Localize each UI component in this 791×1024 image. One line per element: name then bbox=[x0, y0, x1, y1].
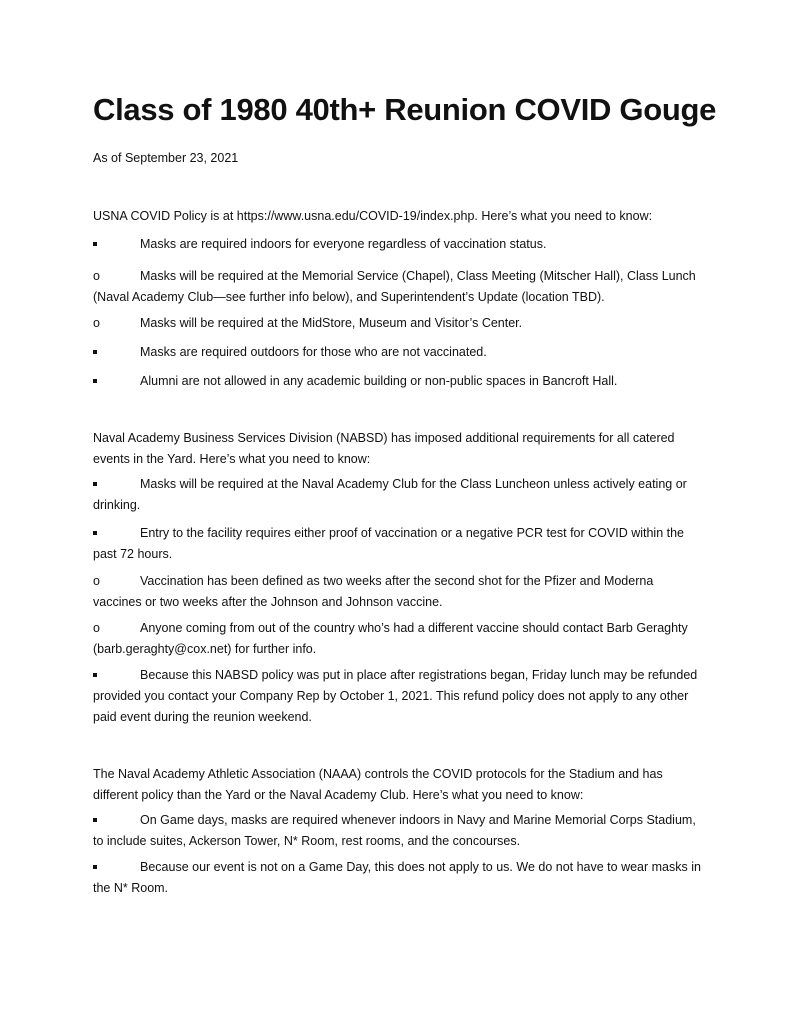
bullet-o-marker: o bbox=[93, 269, 100, 283]
list-item-text: Anyone coming from out of the country who’s had a different vaccine should contact Barb Geraghty (barb.geraghty@cox.net) for further info. bbox=[93, 621, 688, 656]
bullet-square-icon bbox=[93, 673, 97, 677]
list-item-text: Because this NABSD policy was put in place after registrations began, Friday lunch may be refunded provided you contact your Company Rep by October 1, 2021. This refund policy does not apply to any other paid event during the reunion weekend. bbox=[93, 668, 698, 724]
bullet-o-marker: o bbox=[93, 621, 100, 635]
list-item-text: Masks will be required at the Memorial Service (Chapel), Class Meeting (Mitscher Hall), Class Lunch (Naval Academy Club—see further info below), and Superintendent’s Update (location TBD). bbox=[93, 269, 696, 304]
list-item bbox=[93, 571, 705, 613]
list-item-text: Because our event is not on a Game Day, this does not apply to us. We do not have to wear masks in the N* Room. bbox=[93, 860, 701, 895]
section-intro-naaa: The Naval Academy Athletic Association (NAAA) controls the COVID protocols for the Stadium and has different policy than the Yard or the Naval Academy Club. Here’s what you need to know: bbox=[93, 767, 663, 802]
bullet-square-icon bbox=[93, 379, 97, 383]
list-item bbox=[93, 810, 705, 852]
section-intro-nabsd: Naval Academy Business Services Division (NABSD) has imposed additional requirements for all catered events in the Yard. Here’s what you need to know: bbox=[93, 431, 675, 466]
bullet-square-icon bbox=[93, 482, 97, 486]
as-of-date: As of September 23, 2021 bbox=[93, 151, 239, 165]
list-item-text: Entry to the facility requires either proof of vaccination or a negative PCR test for COVID within the past 72 hours. bbox=[93, 526, 685, 561]
list-item bbox=[93, 342, 705, 363]
bullet-square-icon bbox=[93, 818, 97, 822]
list-item-text: Alumni are not allowed in any academic building or non-public spaces in Bancroft Hall. bbox=[140, 374, 618, 388]
bullet-square-icon bbox=[93, 531, 97, 535]
section-intro-usna: USNA COVID Policy is at https://www.usna.edu/COVID-19/index.php. Here’s what you need to know: bbox=[93, 209, 653, 223]
list-item bbox=[93, 371, 705, 392]
list-item bbox=[93, 313, 705, 334]
list-item-text: Masks will be required at the Naval Academy Club for the Class Luncheon unless actively eating or drinking. bbox=[93, 477, 687, 512]
list-item-text: Masks are required indoors for everyone regardless of vaccination status. bbox=[140, 237, 547, 251]
list-item-text: Masks are required outdoors for those who are not vaccinated. bbox=[140, 345, 487, 359]
list-item bbox=[93, 857, 705, 899]
list-item bbox=[93, 266, 705, 308]
list-item bbox=[93, 523, 705, 565]
bullet-square-icon bbox=[93, 865, 97, 869]
list-item bbox=[93, 474, 705, 516]
bullet-square-icon bbox=[93, 350, 97, 354]
list-item-text: Vaccination has been defined as two weeks after the second shot for the Pfizer and Moderna vaccines or two weeks after the Johnson and Johnson vaccine. bbox=[93, 574, 654, 609]
list-item bbox=[93, 234, 705, 255]
list-item bbox=[93, 665, 705, 728]
list-item-text: On Game days, masks are required whenever indoors in Navy and Marine Memorial Corps Stadium, to include suites, Ackerson Tower, N* Room, rest rooms, and the concourses. bbox=[93, 813, 696, 848]
list-item bbox=[93, 618, 705, 660]
list-item-text: Masks will be required at the MidStore, Museum and Visitor’s Center. bbox=[140, 316, 523, 330]
document-title: Class of 1980 40th+ Reunion COVID Gouge bbox=[93, 92, 717, 127]
bullet-o-marker: o bbox=[93, 316, 100, 330]
bullet-o-marker: o bbox=[93, 574, 100, 588]
bullet-square-icon bbox=[93, 242, 97, 246]
